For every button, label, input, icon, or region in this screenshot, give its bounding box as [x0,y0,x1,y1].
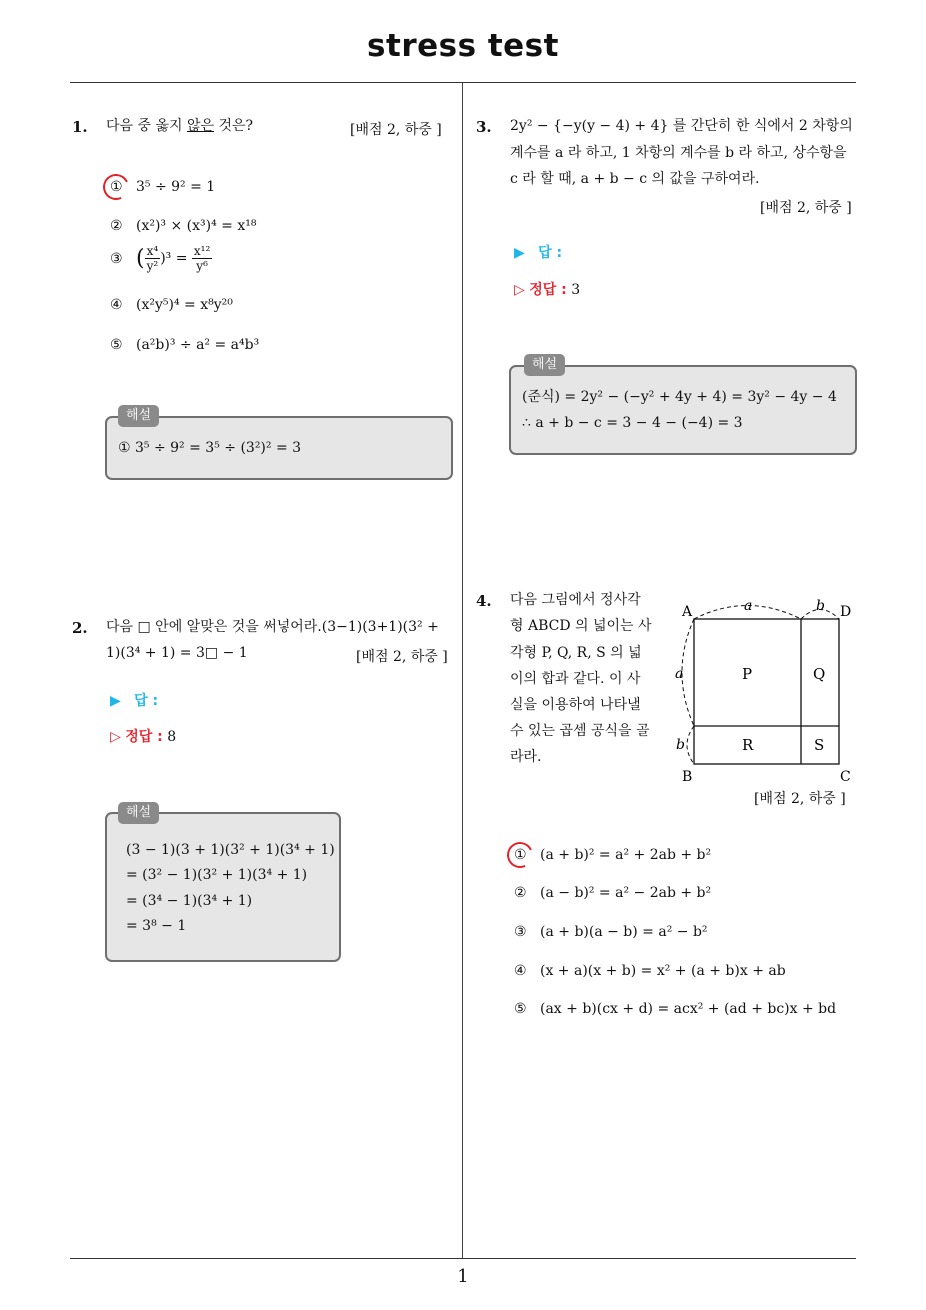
q3-text-line3: c 라 할 때, a + b − c 의 값을 구하여라. [510,171,760,187]
header-rule [70,82,856,83]
q1-text-pre: 다음 중 옳지 [106,118,187,134]
option-expr: (a − b)² = a² − 2ab + b² [540,885,712,901]
q4-text-line2: 형 ABCD 의 넓이는 사 [510,618,652,634]
correct-arrow-icon: ▷ [110,729,121,745]
q2-explanation-tag: 해설 [118,802,159,824]
q2-score: [배점 2, 하중 ] [356,649,448,665]
brace-left-b [687,726,694,764]
q4-text-line4: 이의 합과 같다. 이 사 [510,671,641,687]
page-number: 1 [457,1266,469,1287]
q3-answer-row[interactable] [514,242,562,262]
option-fraction-rhs [192,244,212,273]
q3-correct-row [514,279,580,299]
corner-b-label: B [682,769,693,784]
answer-arrow-icon: ▶ [110,693,121,709]
option-mark: ② [514,885,527,901]
option-mark: ⑤ [514,1001,527,1017]
correct-value: 8 [167,729,177,745]
q4-score: [배점 2, 하중 ] [754,791,846,807]
option-mark: ① [110,179,123,195]
answer-label: 답 : [538,245,563,261]
option-expr: (a + b)(a − b) = a² − b² [540,924,708,940]
answer-arrow-icon: ▶ [514,245,525,261]
q2-text-line2: 1)(3⁴ + 1) = 3□ − 1 [106,645,248,661]
q4-option-3[interactable] [514,924,708,940]
q4-text-line5: 실을 이용하여 나타낼 [510,697,641,713]
option-paren: ( [136,246,145,271]
fraction-denominator: y² [146,259,159,273]
option-mark: ③ [514,924,527,940]
q2-correct-row [110,726,176,746]
q4-option-2[interactable] [514,885,711,901]
q1-option-2[interactable] [110,218,256,234]
q4-option-1[interactable] [514,847,711,863]
q4-text-line7: 라라. [510,749,542,765]
fraction-denominator: y⁶ [196,259,208,273]
option-mark: ③ [110,250,123,267]
q4-option-5[interactable] [514,1001,836,1017]
region-p-label: P [742,665,753,683]
q4-text-line1: 다음 그림에서 정사각 [510,592,641,608]
corner-a-label: A [682,604,693,620]
q2-answer-row[interactable] [110,690,158,710]
option-expr: 3⁵ ÷ 9² = 1 [136,179,216,195]
region-s-label: S [814,736,825,754]
q1-text-underlined: 않은 [186,118,215,134]
side-top-a-label: a [744,598,753,614]
q1-explanation-tag: 해설 [118,405,159,427]
q3-explanation-tag: 해설 [524,354,565,376]
brace-left-a [682,619,694,726]
option-expr: (ax + b)(cx + d) = acx² + (ad + bc)x + bd [540,1001,837,1017]
side-top-b-label: b [816,598,825,614]
q1-score: [배점 2, 하중 ] [350,122,442,138]
correct-label: 정답 : [125,729,163,745]
option-expr: (x²)³ × (x³)⁴ = x¹⁸ [136,218,257,234]
q1-text [106,113,253,140]
q3-text-line1: 2y² − {−y(y − 4) + 4} 를 간단히 한 식에서 2 차항의 [510,118,853,134]
q1-option-4[interactable] [110,297,233,313]
fraction-numerator: x¹² [193,244,211,258]
q2-explanation-line-3: = (3⁴ − 1)(3⁴ + 1) [126,893,253,909]
option-expr: (x²y⁵)⁴ = x⁸y²⁰ [136,297,233,313]
column-divider [462,83,463,1258]
q3-explanation-line-2: ∴ a + b − c = 3 − 4 − (−4) = 3 [522,415,743,431]
q2-number: 2. [72,619,88,637]
side-left-b-label: b [676,737,685,753]
q3-number: 3. [476,118,492,136]
q2-explanation-line-2: = (3² − 1)(3² + 1)(3⁴ + 1) [126,867,308,883]
option-expr: (a + b)² = a² + 2ab + b² [540,847,712,863]
q2-explanation-line-1: (3 − 1)(3 + 1)(3² + 1)(3⁴ + 1) [126,842,335,858]
q3-score: [배점 2, 하중 ] [760,200,852,216]
q1-explanation-text: ① 3⁵ ÷ 9² = 3⁵ ÷ (3²)² = 3 [118,440,302,456]
option-expr: (a²b)³ ÷ a² = a⁴b³ [136,337,260,353]
q1-option-5[interactable] [110,337,259,353]
q4-text-line3: 각형 P, Q, R, S 의 넓 [510,645,642,661]
option-mark: ⑤ [110,337,123,353]
corner-d-label: D [840,604,852,620]
correct-value: 3 [571,282,581,298]
region-r-label: R [742,736,754,754]
q4-square-figure [670,592,860,784]
q4-number: 4. [476,592,492,610]
correct-label: 정답 : [529,282,567,298]
option-mark: ② [110,218,123,234]
footer-rule [70,1258,856,1259]
option-mark: ④ [110,297,123,313]
q1-option-3[interactable] [110,244,212,273]
answer-label: 답 : [134,693,159,709]
correct-arrow-icon: ▷ [514,282,525,298]
region-q-label: Q [813,665,826,683]
q2-text-line1: 다음 □ 안에 알맞은 것을 써넣어라.(3−1)(3+1)(3² + [106,619,439,635]
q3-text-line2: 계수를 a 라 하고, 1 차항의 계수를 b 라 하고, 상수항을 [510,145,847,161]
option-expr: (x + a)(x + b) = x² + (a + b)x + ab [540,963,786,979]
option-mark: ① [514,847,527,863]
option-paren-exp: )³ = [160,250,188,267]
q1-option-1[interactable] [110,179,215,195]
q2-explanation-line-4: = 3⁸ − 1 [126,918,187,934]
option-fraction [145,244,161,273]
q1-number: 1. [72,118,88,136]
corner-c-label: C [840,769,851,784]
q4-option-4[interactable] [514,963,786,979]
q3-explanation-line-1: (준식) = 2y² − (−y² + 4y + 4) = 3y² − 4y − 4 [522,389,837,405]
side-left-a-label: a [675,666,684,682]
q1-text-post: 것은? [214,118,254,134]
page-title: stress test [367,28,559,64]
option-mark: ④ [514,963,527,979]
q4-text-line6: 수 있는 곱셈 공식을 골 [510,723,650,739]
fraction-numerator: x⁴ [145,244,161,259]
